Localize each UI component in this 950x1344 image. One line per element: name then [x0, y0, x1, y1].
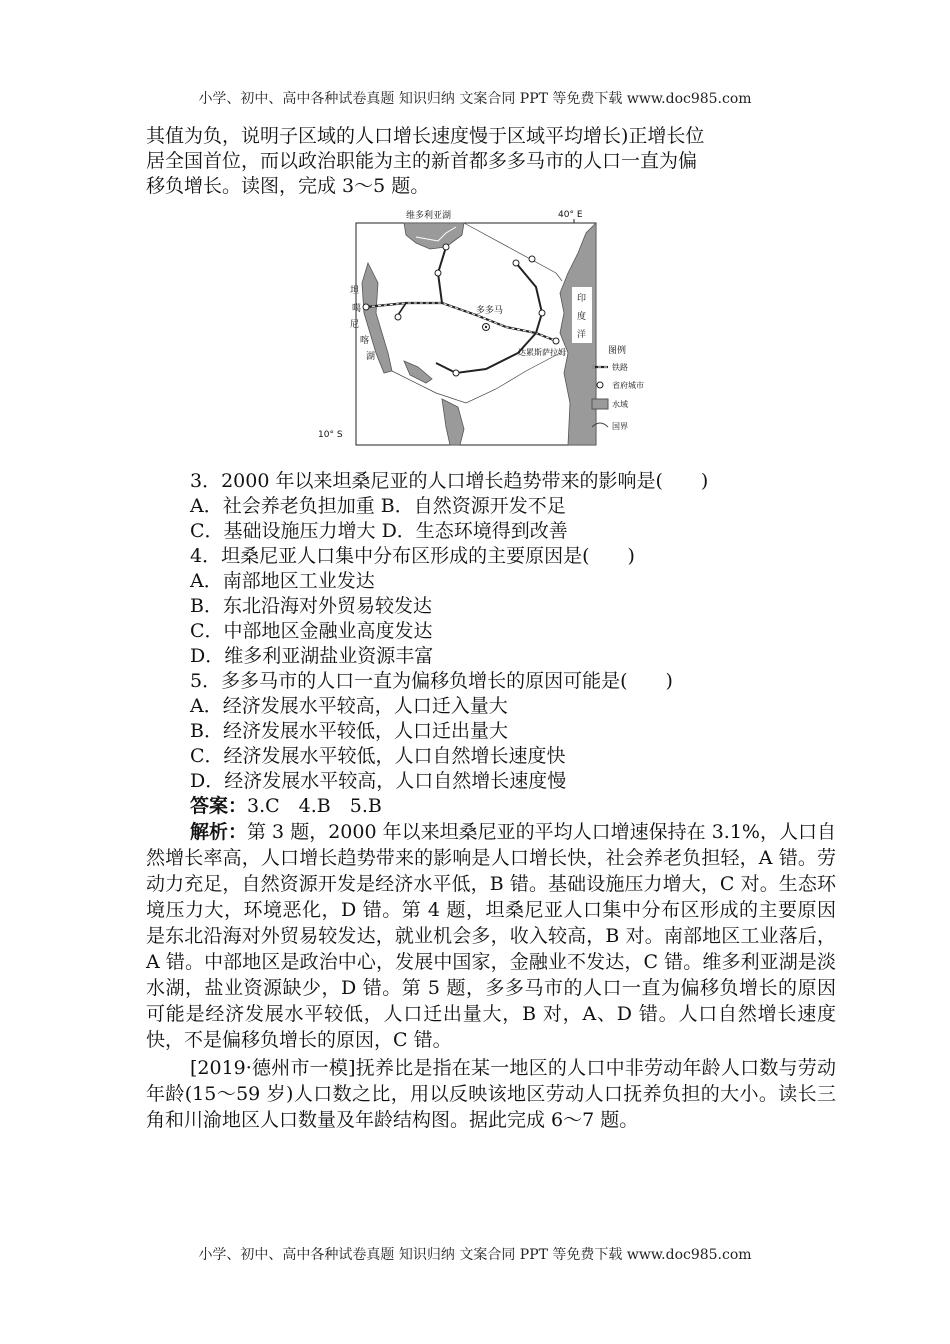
q3-options-1: A．社会养老负担加重 B．自然资源开发不足 — [190, 495, 566, 517]
q4-option-b: B．东北沿海对外贸易较发达 — [190, 595, 432, 617]
q5-option-d: D．经济发展水平较高，人口自然增长速度慢 — [190, 770, 567, 792]
lake-victoria-label: 维多利亚湖 — [406, 211, 452, 221]
q5-option-a: A．经济发展水平较高，人口迁入量大 — [190, 695, 508, 717]
dar-label: 达累斯萨拉姆 — [518, 348, 566, 357]
city-mwanza — [443, 244, 449, 250]
intro-line-2: 居全国首位，而以政治职能为主的新首都多多马市的人口一直为偏 — [146, 150, 698, 172]
tang-1: 坦 — [350, 286, 360, 296]
ocean-3: 洋 — [577, 330, 587, 340]
tanzania-map — [318, 203, 644, 463]
answer-text: 3.C 4.B 5.B — [247, 795, 382, 817]
legend-title: 图例 — [608, 346, 627, 356]
legend-water-symbol — [592, 399, 608, 409]
city-kigoma — [363, 304, 369, 310]
tang-3: 尼 — [350, 320, 360, 330]
dodoma-label: 多多马 — [476, 306, 504, 316]
q3-stem: 3．2000 年以来坦桑尼亚的人口增长趋势带来的影响是( ) — [190, 470, 709, 492]
answer-label: 答案： — [190, 795, 248, 817]
tang-2: 噶 — [352, 304, 362, 314]
analysis-label: 解析： — [190, 821, 248, 843]
city-moshi — [529, 256, 535, 262]
lat-label: 10° S — [318, 430, 343, 440]
ocean-2: 度 — [577, 312, 587, 322]
city-dar — [553, 338, 559, 344]
q5-stem: 5．多多马市的人口一直为偏移负增长的原因可能是( ) — [190, 670, 673, 692]
intro-line-3: 移负增长。读图，完成 3～5 题。 — [146, 175, 430, 197]
city-dodoma-dot — [485, 326, 487, 328]
q5-option-b: B．经济发展水平较低，人口迁出量大 — [190, 720, 508, 742]
tang-5: 湖 — [366, 352, 376, 362]
lon-label: 40° E — [558, 210, 583, 220]
analysis-paragraph — [146, 819, 836, 1053]
q3-options-2: C．基础设施压力增大 D．生态环境得到改善 — [190, 520, 568, 542]
page-content — [146, 124, 836, 1133]
city-shinyanga — [435, 270, 441, 276]
legend-border: 国界 — [612, 422, 628, 431]
legend-railway: 铁路 — [612, 363, 628, 372]
legend-capital: 省府城市 — [612, 381, 644, 390]
city-mpanda — [395, 314, 401, 320]
q4-option-a: A．南部地区工业发达 — [190, 570, 375, 592]
city-iringa — [453, 370, 459, 376]
legend-city-symbol — [597, 382, 603, 388]
q4-option-d: D．维多利亚湖盐业资源丰富 — [190, 645, 434, 667]
legend-water: 水域 — [612, 400, 628, 409]
page-header: 小学、初中、高中各种试卷真题 知识归纳 文案合同 PPT 等免费下载 www.doc985.com — [198, 91, 752, 107]
q5-option-c: C．经济发展水平较低，人口自然增长速度快 — [190, 745, 566, 767]
map-svg — [318, 203, 644, 463]
tang-4: 喀 — [360, 336, 370, 346]
next-question-intro: [2019·德州市一模]抚养比是指在某一地区的人口中非劳动年龄人口数与劳动年龄(15～59 岁)人口数之比，用以反映该地区劳动人口抚养负担的大小。读长三角和川渝地区人口数量及年龄结构图。据此完成 6～7 题。 — [146, 1057, 836, 1131]
answer-line — [146, 794, 836, 819]
q4-stem: 4．坦桑尼亚人口集中分布区形成的主要原因是( ) — [190, 545, 635, 567]
page-footer: 小学、初中、高中各种试卷真题 知识归纳 文案合同 PPT 等免费下载 www.doc985.com — [198, 1247, 752, 1263]
ocean-1: 印 — [577, 294, 587, 304]
analysis-text: 第 3 题，2000 年以来坦桑尼亚的平均人口增速保持在 3.1%，人口自然增长率高，人口增长趋势带来的影响是人口增长快，社会养老负担轻，A 错。劳动力充足，自然资源开发是经济水平低，B 错。基础设施压力增大，C 对。生态环境压力大，环境恶化，D 错。第 4 题，坦桑尼亚人口集中分布区形成的主要原因是东北沿海对外贸易较发达，就业机会多，收入较高，B 对。南部地区工业落后，A 错。中部地区是政治中心，发展中国家，金融业不发达，C 错。维多利亚湖是淡水湖，盐业资源缺少，D 错。第 5 题，多多马市的人口一直为偏移负增长的原因可能是经济发展水平较低，人口迁出量大，B 对，A、D 错。人口自然增长速度快，不是偏移负增长的原因，C 错。 — [146, 821, 836, 1051]
city-arusha — [513, 260, 519, 266]
city-tanga — [539, 310, 545, 316]
q4-option-c: C．中部地区金融业高度发达 — [190, 620, 433, 642]
intro-line-1: 其值为负，说明子区域的人口增长速度慢于区域平均增长)正增长位 — [146, 125, 705, 147]
